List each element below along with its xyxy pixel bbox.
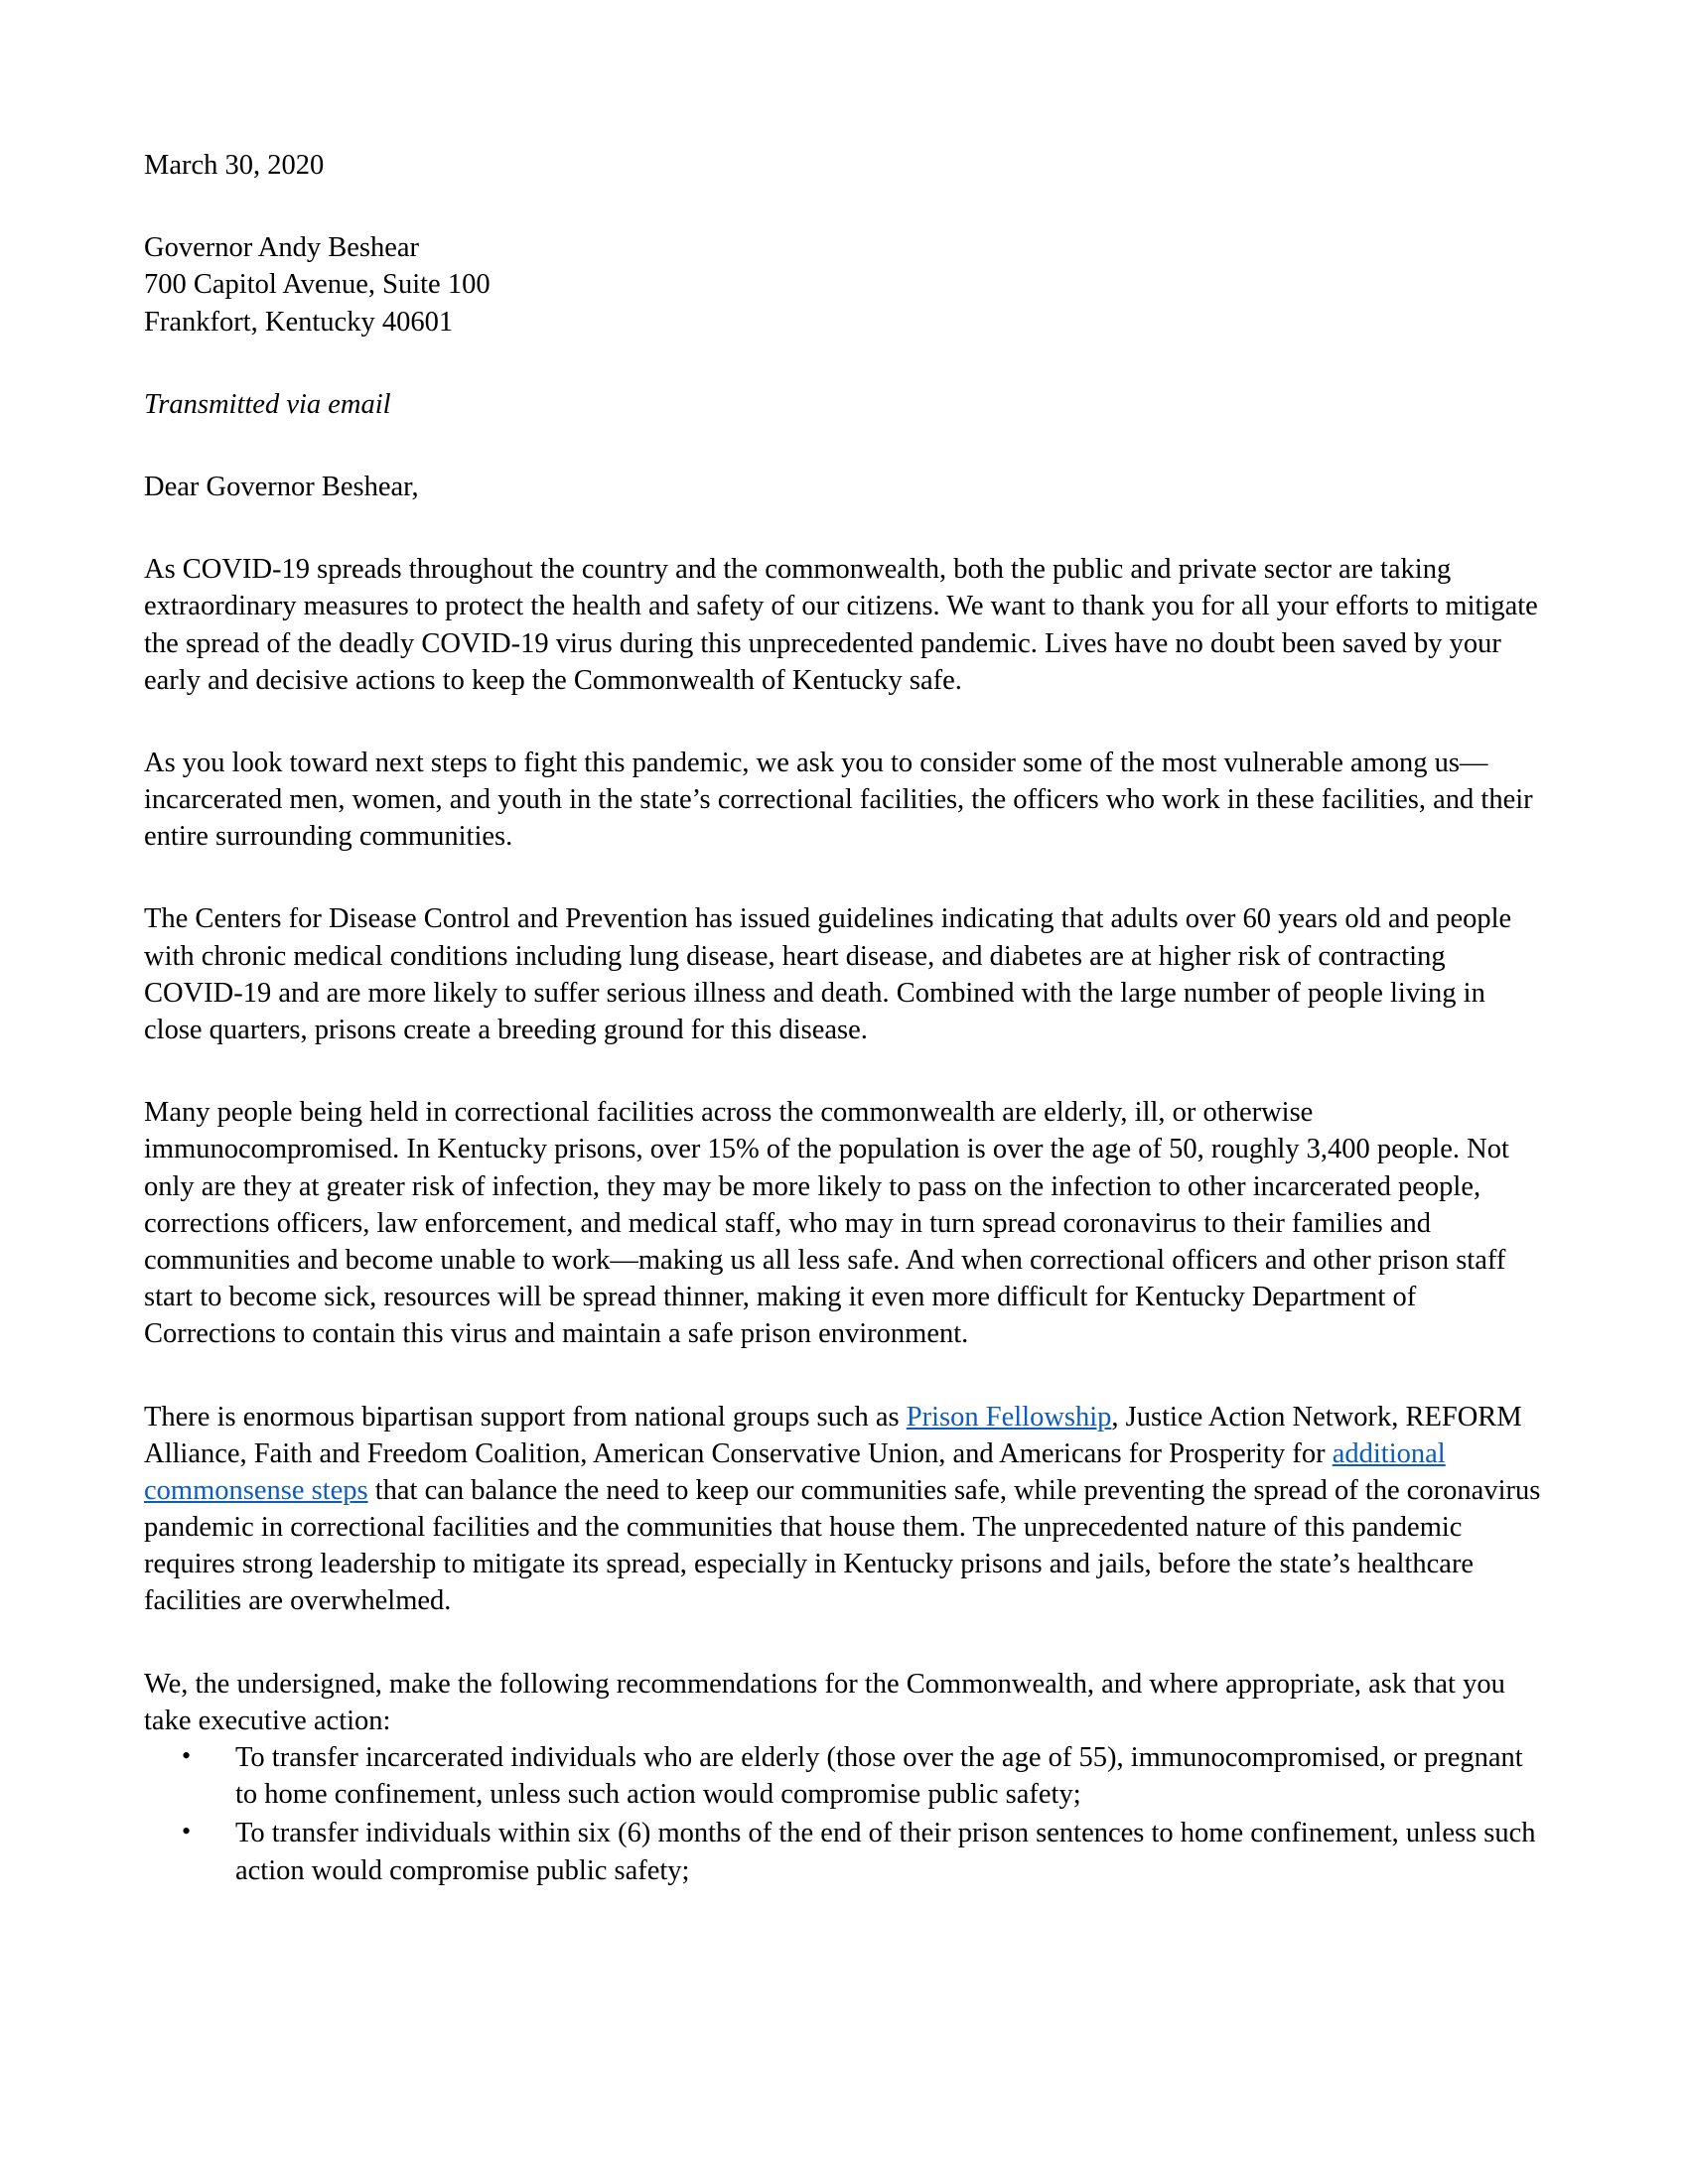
body-paragraph-5 <box>144 1399 1549 1620</box>
paragraph-5-text-between-links: , Justice Action Network, REFORM Alliance, Faith and Freedom Coalition, American Conservative Union, and Americans for Prosperity for <box>144 1401 1522 1469</box>
body-paragraph-2: As you look toward next steps to fight this pandemic, we ask you to consider some of the most vulnerable among us—incarcerated men, women, and youth in the state’s correctional facilities, the officers who work in these facilities, and their entire surrounding communities. <box>144 747 1533 853</box>
list-item <box>144 1815 1549 1888</box>
recipient-address-line-2: Frankfort, Kentucky 40601 <box>144 306 454 338</box>
recommendation-text: To transfer individuals within six (6) months of the end of their prison sentences to home confinement, unless such action would compromise public safety; <box>235 1818 1536 1886</box>
body-paragraph-3: The Centers for Disease Control and Prevention has issued guidelines indicating that adults over 60 years old and people with chronic medical conditions including lung disease, heart disease, and diabetes are at higher risk of contracting COVID-19 and are more likely to suffer serious illness and death. Combined with the large number of people living in close quarters, prisons create a breeding ground for this disease. <box>144 903 1512 1045</box>
delivery-note: Transmitted via email <box>144 388 391 420</box>
letter-body <box>144 147 1549 1889</box>
prison-fellowship-link[interactable]: Prison Fellowship <box>906 1401 1112 1433</box>
list-item <box>144 1739 1549 1813</box>
recipient-address-line-1: 700 Capitol Avenue, Suite 100 <box>144 269 491 301</box>
salutation: Dear Governor Beshear, <box>144 471 419 502</box>
recommendation-text: To transfer incarcerated individuals who are elderly (those over the age of 55), immunocompromised, or pregnant to home confinement, unless such action would compromise public safety; <box>235 1742 1523 1811</box>
recommendations-list <box>144 1739 1549 1889</box>
bullet-icon: • <box>182 1817 192 1846</box>
paragraph-5-text-after-link-2: that can balance the need to keep our communities safe, while preventing the spread of the coronavirus pandemic in correctional facilities and the communities that house them. The unprecedented nature of this pandemic requires strong leadership to mitigate its spread, especially in Kentucky prisons and jails, before the state’s healthcare facilities are overwhelmed. <box>144 1474 1541 1617</box>
body-paragraph-4: Many people being held in correctional facilities across the commonwealth are elderly, ill, or otherwise immunocompromised. In Kentucky prisons, over 15% of the population is over the age of 50, roughly 3,400 people. Not only are they at greater risk of infection, they may be more likely to pass on the infection to other incarcerated people, corrections officers, law enforcement, and medical staff, who may in turn spread coronavirus to their families and communities and become unable to work—making us all less safe. And when correctional officers and other prison staff start to become sick, resources will be spread thinner, making it even more difficult for Kentucky Department of Corrections to contain this virus and maintain a safe prison environment. <box>144 1097 1509 1350</box>
letter-date: March 30, 2020 <box>144 150 325 181</box>
bullet-icon: • <box>182 1741 192 1770</box>
commonsense-steps-link[interactable]: additional commonsense steps <box>144 1437 1446 1506</box>
body-paragraph-1: As COVID-19 spreads throughout the country and the commonwealth, both the public and private sector are taking extraordinary measures to protect the health and safety of our citizens. We want to thank you for all your efforts to mitigate the spread of the deadly COVID-19 virus during this unprecedented pandemic. Lives have no doubt been saved by your early and decisive actions to keep the Commonwealth of Kentucky safe. <box>144 554 1538 696</box>
body-paragraph-6: We, the undersigned, make the following recommendations for the Commonwealth, and where appropriate, ask that you take executive action: <box>144 1668 1505 1736</box>
recipient-name: Governor Andy Beshear <box>144 232 420 264</box>
paragraph-5-text-before-link-1: There is enormous bipartisan support from national groups such as <box>144 1401 907 1433</box>
recipient-address-block <box>144 229 1549 341</box>
